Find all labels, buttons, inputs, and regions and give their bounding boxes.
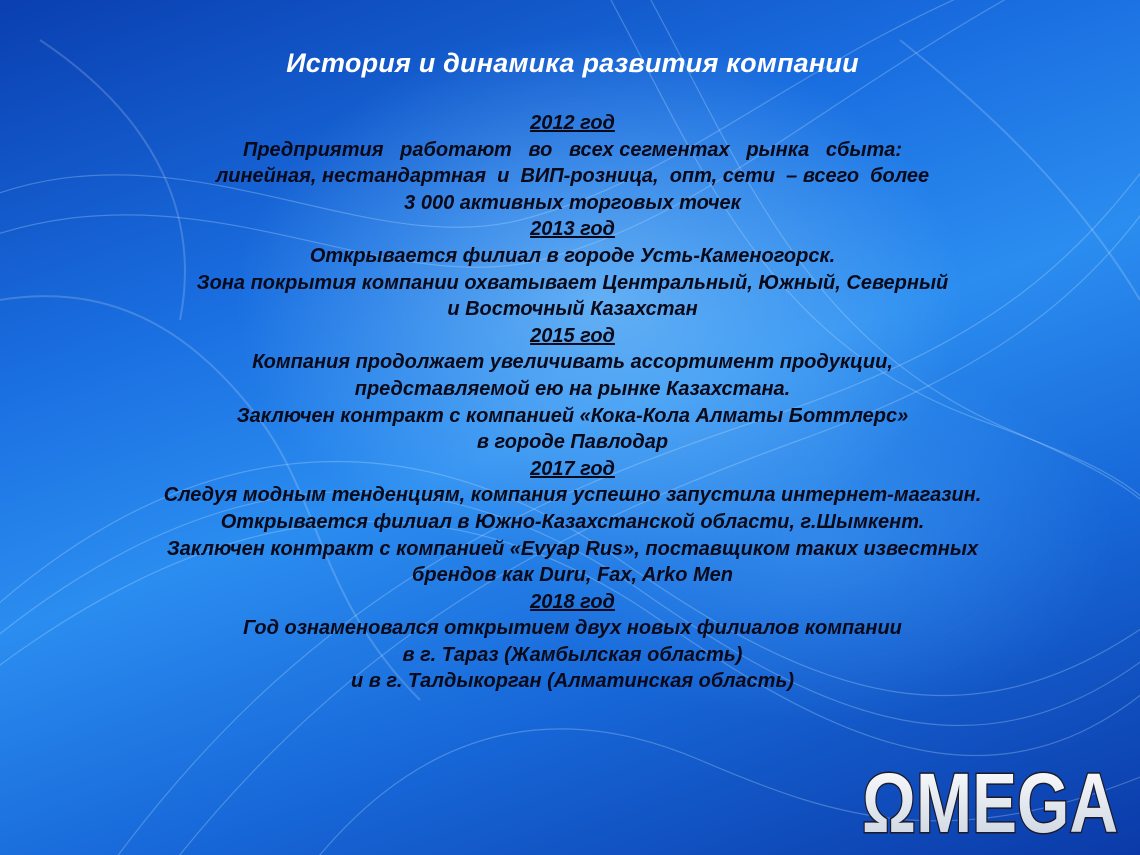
history-line: Предприятия работают во всех сегментах рынка сбыта:: [242, 138, 903, 161]
history-line: представляемой ею на рынке Казахстана.: [354, 377, 791, 400]
history-line: в городе Павлодар: [476, 431, 669, 454]
history-line: Компания продолжает увеличивать ассортимент продукции,: [252, 351, 893, 374]
year-heading: 2013 год: [530, 218, 615, 241]
history-section: [90, 323, 1055, 456]
history-section: [90, 216, 1055, 322]
history-line: 3 000 активных торговых точек: [404, 191, 741, 214]
history-section: [90, 110, 1055, 216]
history-line: Заключен контракт с компанией «Evyap Rus», поставщиком таких известных: [166, 537, 979, 560]
omega-logo-text: ΩMEGA: [862, 756, 1118, 844]
history-line: брендов как Duru, Fax, Arko Men: [412, 564, 733, 587]
year-heading: 2018 год: [530, 590, 615, 613]
history-line: линейная, нестандартная и ВИП-розница, опт, сети – всего более: [215, 165, 930, 188]
history-line: и в г. Талдыкорган (Алматинская область): [351, 670, 794, 693]
history-content: [90, 110, 1055, 695]
history-line: Открывается филиал в городе Усть-Каменогорск.: [309, 244, 836, 267]
year-heading: 2017 год: [530, 457, 615, 480]
history-line: Следуя модным тенденциям, компания успешно запустила интернет-магазин.: [163, 484, 982, 507]
slide-title: История и динамика развития компании: [286, 48, 859, 78]
history-line: Год ознаменовался открытием двух новых филиалов компании: [243, 617, 902, 640]
year-heading: 2012 год: [530, 112, 615, 134]
history-line: Заключен контракт с компанией «Кока-Кола Алматы Боттлерс»: [236, 404, 909, 427]
history-line: Зона покрытия компании охватывает Центральный, Южный, Северный: [196, 271, 949, 294]
history-line: и Восточный Казахстан: [447, 298, 698, 321]
history-line: в г. Тараз (Жамбылская область): [402, 643, 743, 666]
history-section: [90, 456, 1055, 589]
history-section: [90, 589, 1055, 695]
history-line: Открывается филиал в Южно-Казахстанской области, г.Шымкент.: [220, 510, 925, 533]
year-heading: 2015 год: [530, 324, 615, 347]
omega-logo: [858, 752, 1124, 844]
